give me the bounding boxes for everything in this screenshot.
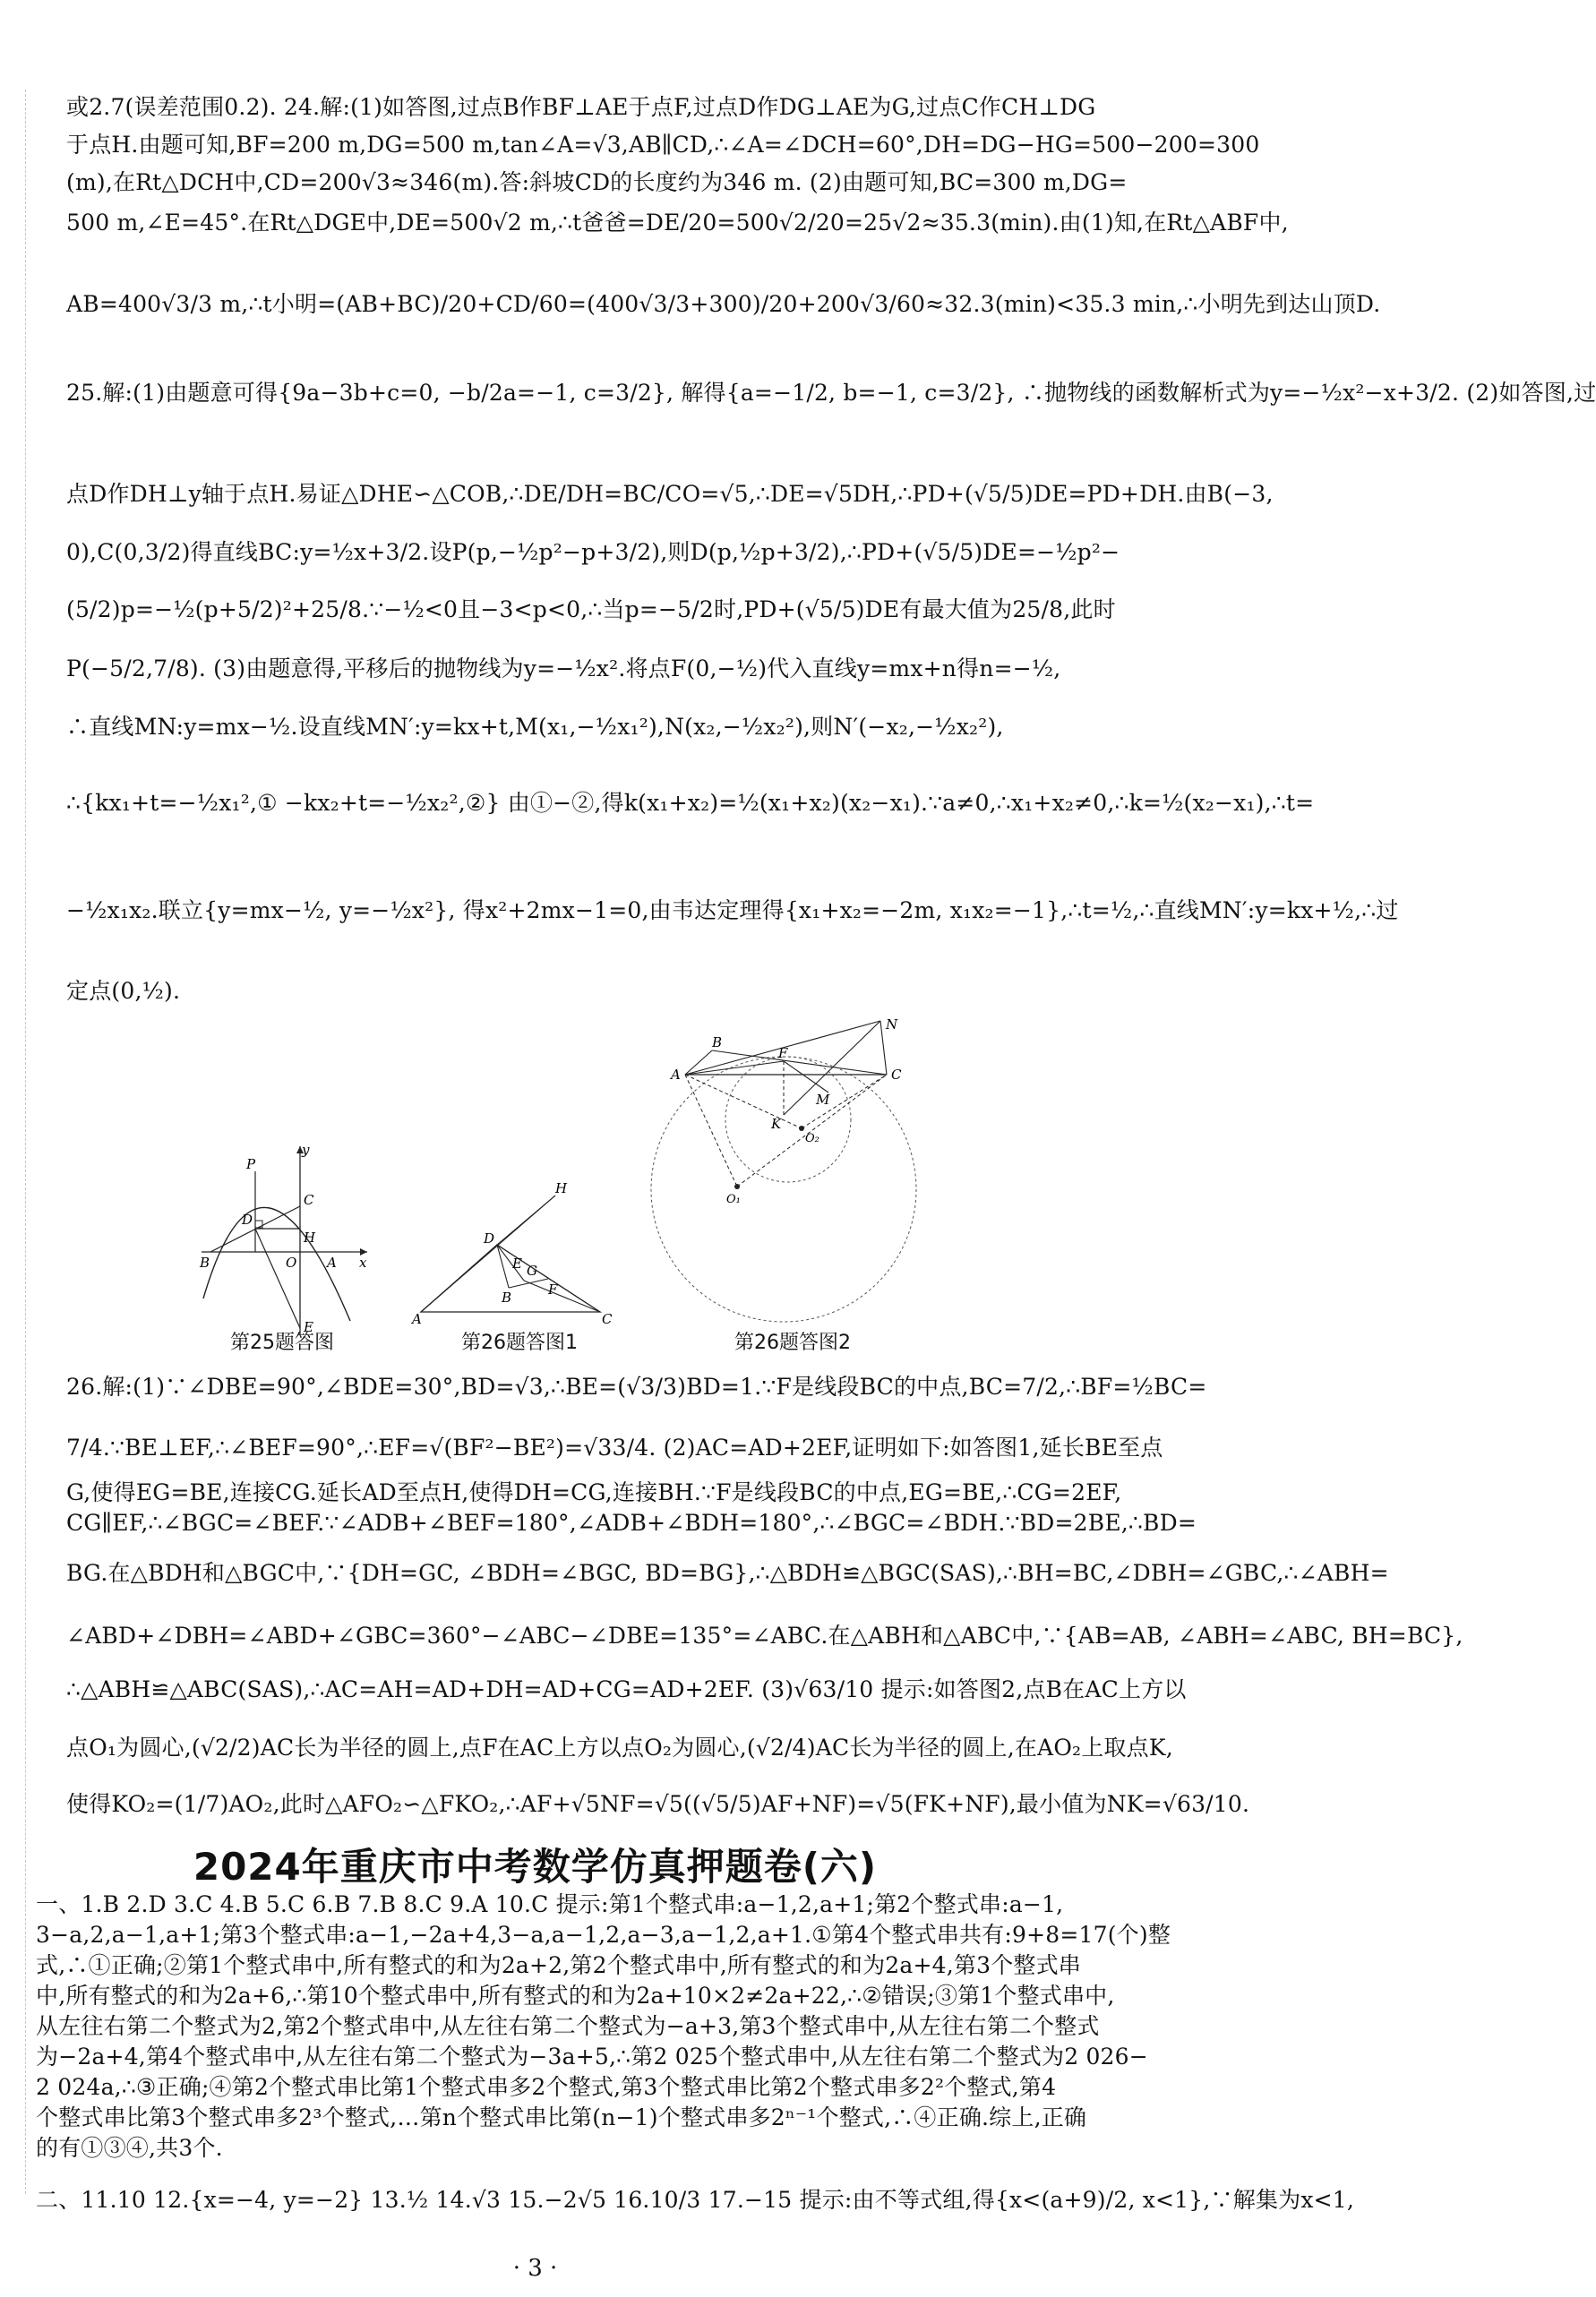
text-line: 500 m,∠E=45°.在Rt△DGE中,DE=500√2 m,∴t爸爸=DE/20=500√2/20=25√2≈35.3(min).由(1)知,在Rt△ABF中, xyxy=(66,210,1289,236)
label-c: C xyxy=(304,1192,314,1208)
text-line: 一、1.B 2.D 3.C 4.B 5.C 6.B 7.B 8.C 9.A 10.C 提示:第1个整式串:a−1,2,a+1;第2个整式串:a−1, xyxy=(36,1891,1064,1917)
label-f: F xyxy=(778,1045,788,1061)
label-k: K xyxy=(771,1116,782,1132)
text-line: (m),在Rt△DCH中,CD=200√3≈346(m).答:斜坡CD的长度约为346 m. (2)由题可知,BC=300 m,DG= xyxy=(66,169,1128,195)
text-line: 2 024a,∴③正确;④第2个整式串比第1个整式串多2个整式,第3个整式串比第2个整式串多2²个整式,第4 xyxy=(36,2074,1057,2100)
label-e: E xyxy=(512,1256,522,1272)
text-line: 从左往右第二个整式为2,第2个整式串中,从左往右第二个整式为−a+3,第3个整式串中,从左往右第二个整式 xyxy=(36,2013,1100,2039)
segment-bc xyxy=(712,1050,887,1075)
segment-de xyxy=(255,1229,300,1328)
text-line: 个整式串比第3个整式串多2³个整式,…第n个整式串比第(n−1)个整式串多2ⁿ⁻¹个整式,∴④正确.综上,正确 xyxy=(36,2104,1087,2130)
text-line: AB=400√3/3 m,∴t小明=(AB+BC)/20+CD/60=(400√3/3+300)/20+200√3/60≈32.3(min)<35.3 min,∴小明先到达山顶D. xyxy=(66,291,1381,317)
label-c: C xyxy=(891,1067,902,1083)
label-e: E xyxy=(304,1319,313,1335)
label-n: N xyxy=(886,1016,898,1033)
text-line: 于点H.由题可知,BF=200 m,DG=500 m,tan∠A=√3,AB∥CD,∴∠A=∠DCH=60°,DH=DG−HG=500−200=300 xyxy=(66,132,1260,158)
circle-o1 xyxy=(651,1057,916,1322)
text-line: 为−2a+4,第4个整式串中,从左往右第二个整式为−3a+5,∴第2 025个整式串中,从左往右第二个整式为2 026− xyxy=(36,2044,1148,2070)
figure-25-parabola xyxy=(193,1142,372,1339)
text-line: BG.在△BDH和△BGC中,∵{DH=GC, ∠BDH=∠BGC, BD=BG},∴△BDH≌△BGC(SAS),∴BH=BC,∠DBH=∠GBC,∴∠ABH= xyxy=(66,1560,1389,1586)
label-o1: O₁ xyxy=(726,1193,741,1206)
text-line: CG∥EF,∴∠BGC=∠BEF.∵∠ADB+∠BEF=180°,∠ADB+∠BDH=180°,∴∠BGC=∠BDH.∵BD=2BE,∴BD= xyxy=(66,1510,1197,1536)
text-line: 3−a,2,a−1,a+1;第3个整式串:a−1,−2a+4,3−a,a−1,2,a−3,a−1,2,a+1.①第4个整式串共有:9+8=17(个)整 xyxy=(36,1922,1171,1948)
text-line: 7/4.∵BE⊥EF,∴∠BEF=90°,∴EF=√(BF²−BE²)=√33/4. (2)AC=AD+2EF,证明如下:如答图1,延长BE至点 xyxy=(66,1435,1163,1461)
text-line: −½x₁x₂.联立{y=mx−½, y=−½x²}, 得x²+2mx−1=0,由韦达定理得{x₁+x₂=−2m, x₁x₂=−1},∴t=½,∴直线MN′:y=kx+½,∴过 xyxy=(66,897,1399,923)
text-line: ∴直线MN:y=mx−½.设直线MN′:y=kx+t,M(x₁,−½x₁²),N(x₂,−½x₂²),则N′(−x₂,−½x₂²), xyxy=(66,714,1004,740)
figure-26-1-triangle xyxy=(412,1182,618,1325)
figure-26-2-circles xyxy=(640,1016,936,1325)
text-line: 点D作DH⊥y轴于点H.易证△DHE∽△COB,∴DE/DH=BC/CO=√5,∴DE=√5DH,∴PD+(√5/5)DE=PD+DH.由B(−3, xyxy=(66,481,1274,507)
text-line: 25.解:(1)由题意可得{9a−3b+c=0, −b/2a=−1, c=3/2}, 解得{a=−1/2, b=−1, c=3/2}, ∴抛物线的函数解析式为y=−½x²−x+3/2. (2)如答图,过 xyxy=(66,380,1596,406)
label-h: H xyxy=(304,1230,316,1246)
label-h: H xyxy=(555,1180,568,1196)
label-g: G xyxy=(527,1263,537,1279)
label-y: y xyxy=(302,1142,310,1158)
text-line: 点O₁为圆心,(√2/2)AC长为半径的圆上,点F在AC上方以点O₂为圆心,(√2/4)AC长为半径的圆上,在AO₂上取点K, xyxy=(66,1735,1173,1761)
label-m: M xyxy=(816,1092,830,1108)
segment-af xyxy=(685,1061,784,1075)
text-line: 式,∴①正确;②第1个整式串中,所有整式的和为2a+2,第2个整式串中,所有整式的和为2a+4,第3个整式串 xyxy=(36,1952,1082,1978)
segment-ao1 xyxy=(685,1075,737,1187)
segment-kn xyxy=(784,1021,880,1115)
segment-ef xyxy=(509,1279,548,1288)
label-a: A xyxy=(327,1255,337,1271)
label-o2: O₂ xyxy=(805,1132,819,1145)
label-a: A xyxy=(671,1067,681,1083)
label-b: B xyxy=(502,1290,512,1306)
text-line: ∴△ABH≌△ABC(SAS),∴AC=AH=AD+DH=AD+CG=AD+2EF. (3)√63/10 提示:如答图2,点B在AC上方以 xyxy=(66,1676,1187,1702)
text-line: (5/2)p=−½(p+5/2)²+25/8.∵−½<0且−3<p<0,∴当p=−5/2时,PD+(√5/5)DE有最大值为25/8,此时 xyxy=(66,596,1116,622)
label-b: B xyxy=(200,1255,210,1271)
segment-o1c xyxy=(737,1075,887,1187)
text-line: ∴{kx₁+t=−½x₁²,① −kx₂+t=−½x₂²,②} 由①−②,得k(x₁+x₂)=½(x₁+x₂)(x₂−x₁).∵a≠0,∴x₁+x₂≠0,∴k=½(x₂−x₁),∴t= xyxy=(66,790,1315,816)
label-a: A xyxy=(412,1311,422,1327)
text-line: G,使得EG=BE,连接CG.延长AD至点H,使得DH=CG,连接BH.∵F是线段BC的中点,EG=BE,∴CG=2EF, xyxy=(66,1479,1122,1505)
segment-bh xyxy=(497,1196,555,1245)
label-c: C xyxy=(602,1311,613,1327)
text-line: 使得KO₂=(1/7)AO₂,此时△AFO₂∽△FKO₂,∴AF+√5NF=√5((√5/5)AF+NF)=√5(FK+NF),最小值为NK=√63/10. xyxy=(66,1791,1250,1817)
label-o: O xyxy=(286,1255,297,1271)
text-line: 中,所有整式的和为2a+6,∴第10个整式串中,所有整式的和为2a+10×2≠2a+22,∴②错误;③第1个整式串中, xyxy=(36,1983,1115,2009)
point-o2 xyxy=(799,1126,804,1131)
caption-fig26-1: 第26题答图1 xyxy=(461,1332,578,1354)
label-p: P xyxy=(246,1156,256,1172)
caption-fig25: 第25题答图 xyxy=(230,1332,334,1354)
text-line: P(−5/2,7/8). (3)由题意得,平移后的抛物线为y=−½x².将点F(0,−½)代入直线y=mx+n得n=−½, xyxy=(66,656,1061,681)
page-number: · 3 · xyxy=(512,2255,558,2282)
text-line: 或2.7(误差范围0.2). 24.解:(1)如答图,过点B作BF⊥AE于点F,过点D作DG⊥AE为G,过点C作CH⊥DG xyxy=(66,94,1096,120)
text-line: ∠ABD+∠DBH=∠ABD+∠GBC=360°−∠ABC−∠DBE=135°=∠ABC.在△ABH和△ABC中,∵{AB=AB, ∠ABH=∠ABC, BH=BC}, xyxy=(66,1623,1463,1649)
circle-o2 xyxy=(725,1057,851,1182)
caption-fig26-2: 第26题答图2 xyxy=(734,1332,851,1354)
text-line: 定点(0,½). xyxy=(66,978,181,1004)
text-line: 0),C(0,3/2)得直线BC:y=½x+3/2.设P(p,−½p²−p+3/2),则D(p,½p+3/2),∴PD+(√5/5)DE=−½p²− xyxy=(66,539,1120,565)
segment-gc xyxy=(524,1281,600,1312)
label-x: x xyxy=(359,1255,367,1271)
text-line: 二、11.10 12.{x=−4, y=−2} 13.½ 14.√3 15.−2√5 16.10/3 17.−15 提示:由不等式组,得{x<(a+9)/2, x<1},∵解集为x<1, xyxy=(36,2187,1355,2213)
text-line: 26.解:(1)∵∠DBE=90°,∠BDE=30°,BD=√3,∴BE=(√3/3)BD=1.∵F是线段BC的中点,BC=7/2,∴BF=½BC= xyxy=(66,1374,1207,1400)
label-d: D xyxy=(242,1212,253,1228)
label-b: B xyxy=(712,1034,723,1050)
point-o1 xyxy=(734,1184,740,1189)
label-d: D xyxy=(484,1230,495,1247)
label-f: F xyxy=(548,1281,558,1298)
section-title: 2024年重庆市中考数学仿真押题卷(六) xyxy=(193,1845,878,1889)
text-line: 的有①③④,共3个. xyxy=(36,2135,223,2161)
